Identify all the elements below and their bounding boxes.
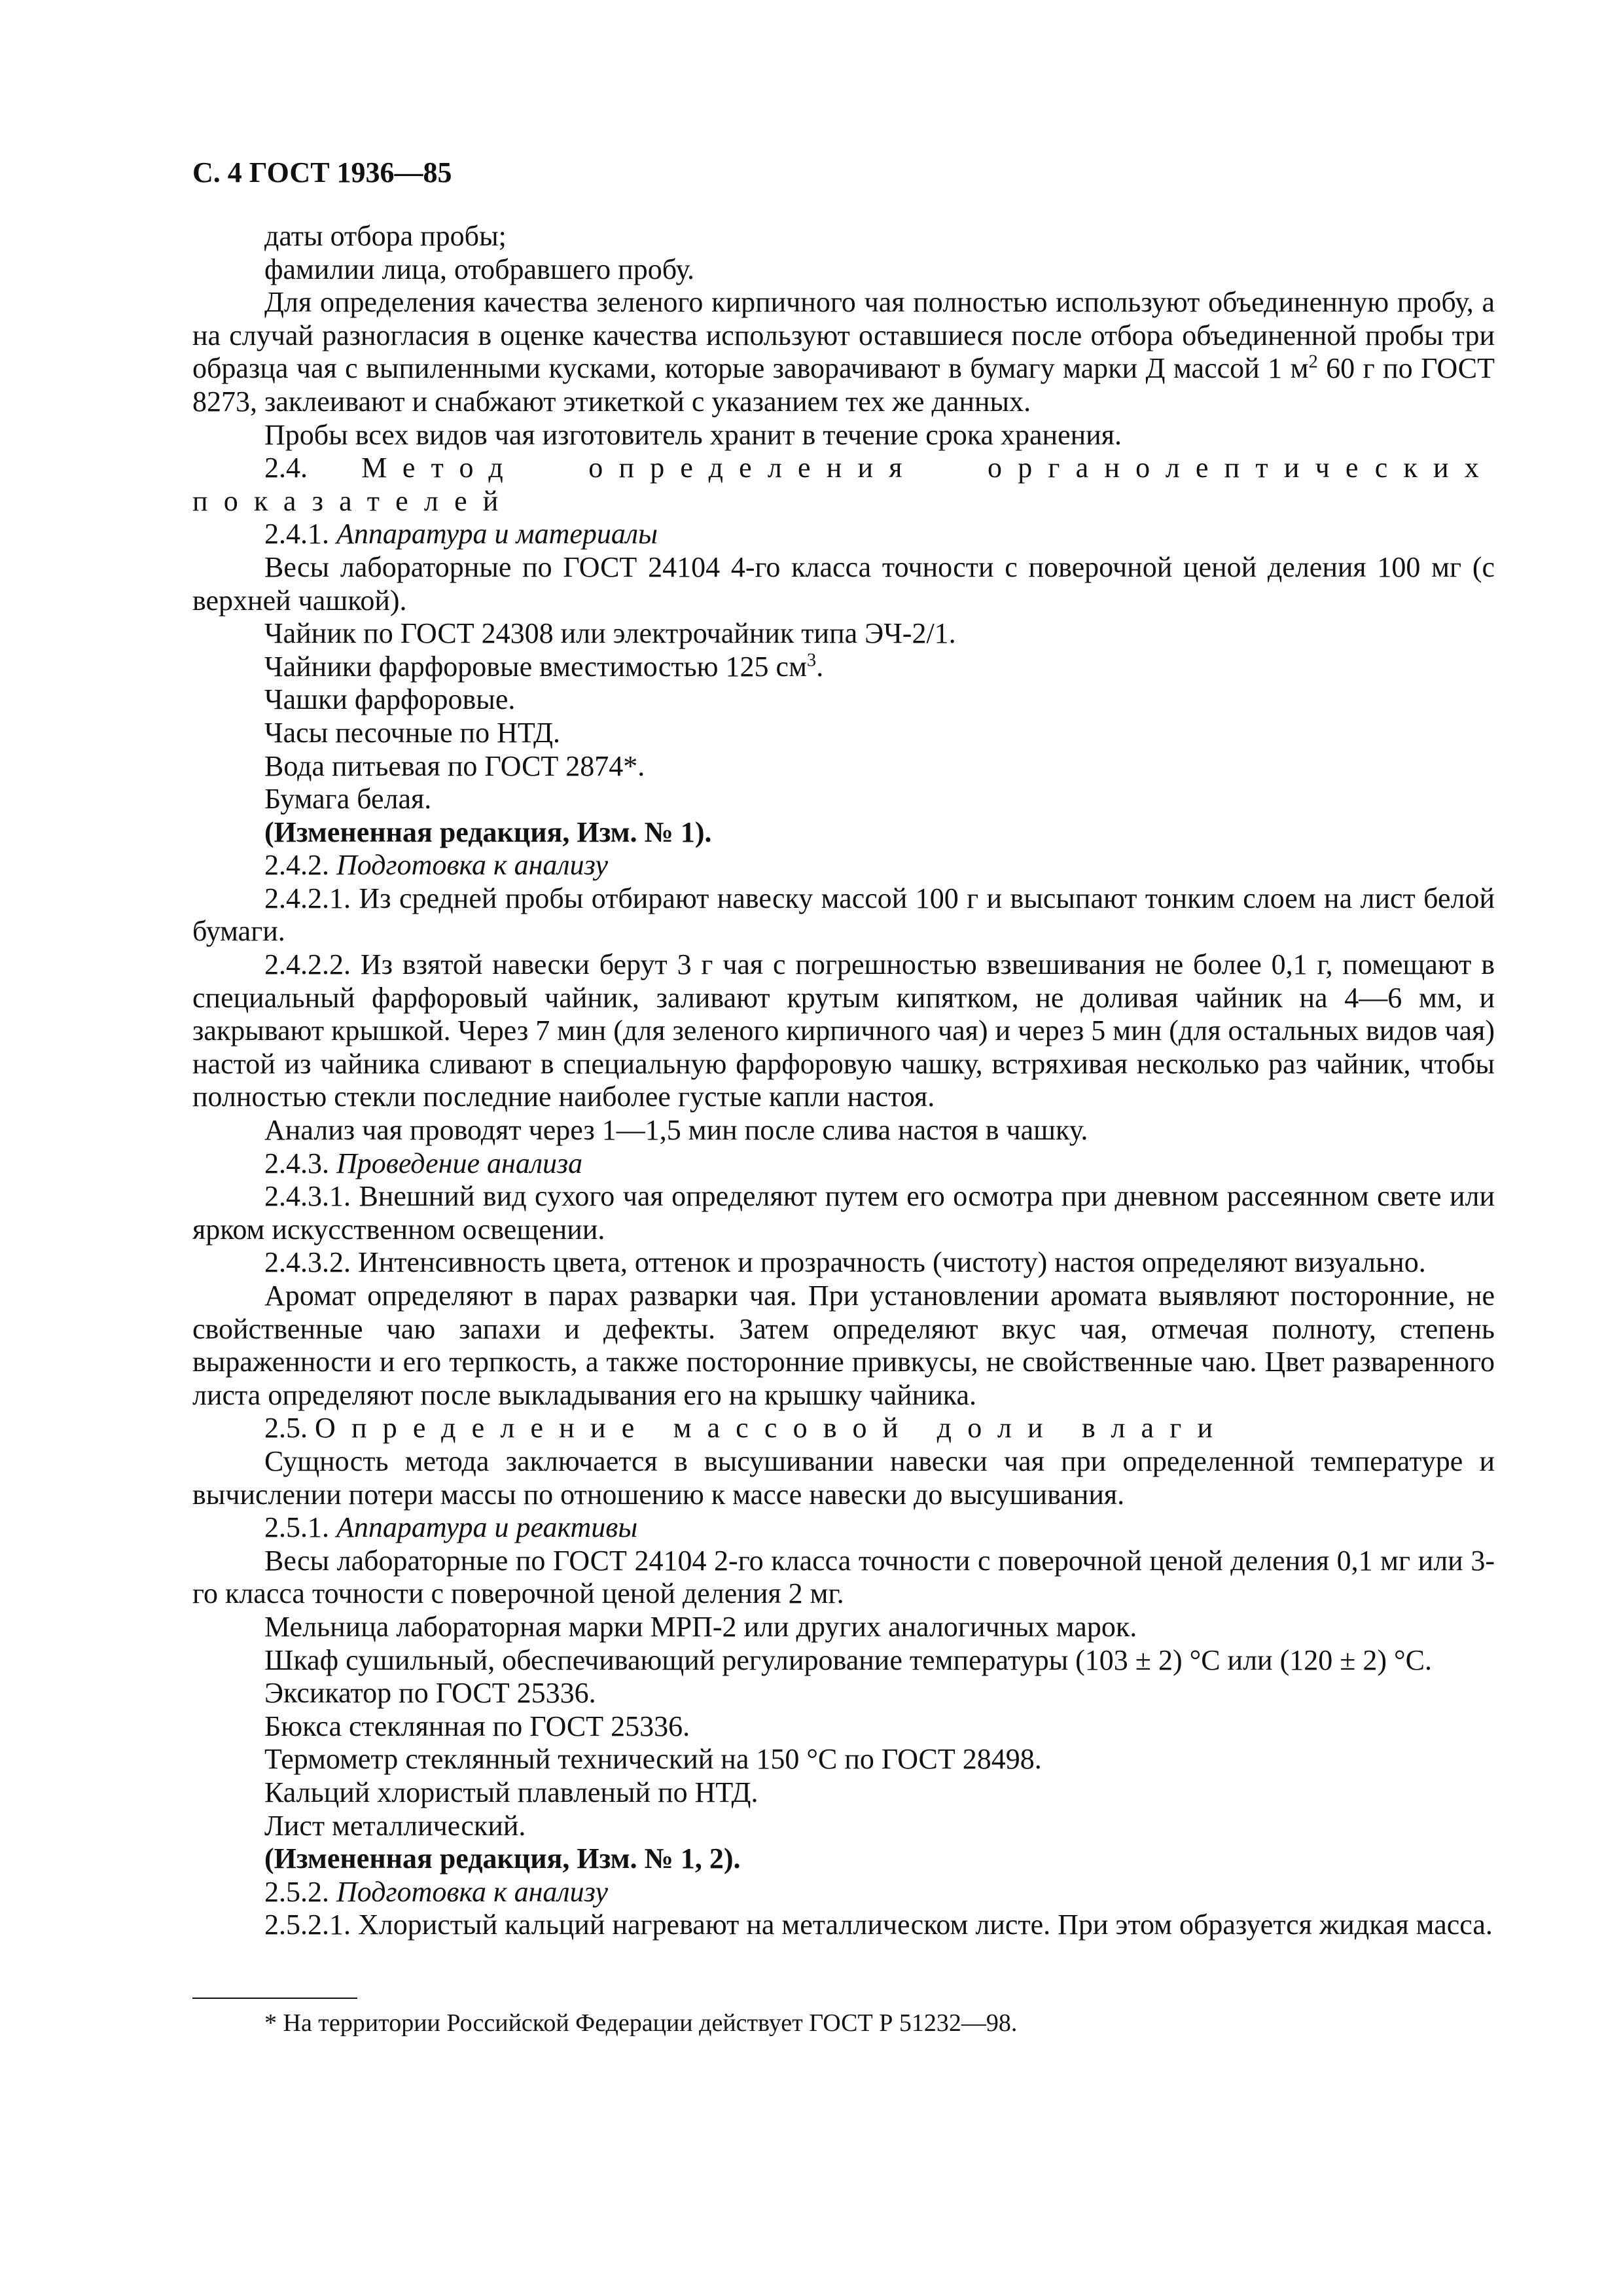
section-2-4-heading — [192, 452, 1495, 518]
reagent-thermometer: Термометр стеклянный технический на 150 °С по ГОСТ 28498. — [264, 1743, 1042, 1776]
paragraph-analysis: Анализ чая проводят через 1—1,5 мин после слива настоя в чашку. — [264, 1114, 1088, 1147]
document-body — [192, 220, 1495, 1942]
superscript-3: 3 — [806, 650, 817, 670]
paragraph-2-4-3-1: 2.4.3.1. Внешний вид сухого чая определяют путем его осмотра при дневном рассеянном свете или ярком искусственном освещении. — [192, 1180, 1495, 1246]
equipment-teapots — [192, 651, 1495, 684]
section-2-5-2-heading — [192, 1876, 1495, 1909]
section-title: Аппаратура и материалы — [336, 518, 658, 550]
equipment-scales: Весы лабораторные по ГОСТ 24104 4-го класса точности с поверочной ценой деления 100 мг (с верхней чашкой). — [192, 550, 1495, 617]
page-header: С. 4 ГОСТ 1936—85 — [192, 156, 452, 188]
equipment-hourglass: Часы песочные по НТД. — [264, 716, 560, 749]
paragraph-green-tea — [192, 286, 1495, 418]
reagent-mill: Мельница лабораторная марки МРП-2 или других аналогичных марок. — [264, 1610, 1137, 1643]
paragraph-aroma: Аромат определяют в парах разварки чая. При установлении аромата выявляют посторонние, не свойственные чаю запахи и дефекты. Затем определяют вкус чая, отмечая полноту, степень выраженности и его терпкость, а также посторонние привкусы, не свойственные чаю. Цвет разваренного листа определяют после выкладывания его на крышку чайника. — [192, 1280, 1495, 1411]
section-2-5-1-heading — [192, 1511, 1495, 1545]
section-title: Аппаратура и реактивы — [336, 1511, 638, 1544]
paragraph-2-5-2-1: 2.5.2.1. Хлористый кальций нагревают на металлическом листе. При этом образуется жидкая масса. — [264, 1909, 1493, 1941]
section-title: Подготовка к анализу — [336, 849, 608, 882]
footnote-divider — [192, 1998, 357, 1999]
reagent-scales: Весы лабораторные по ГОСТ 24104 2-го класса точности с поверочной ценой деления 0,1 мг или 3-го класса точности с поверочной ценой деления 2 мг. — [192, 1544, 1495, 1610]
reagent-calcium: Кальций хлористый плавленый по НТД. — [264, 1776, 758, 1808]
paragraph-2-4-2-2: 2.4.2.2. Из взятой навески берут 3 г чая с погрешностью взвешивания не более 0,1 г, помещают в специальный фарфоровый чайник, заливают крутым кипятком, не доливая чайник на 4—6 мм, и закрывают крышкой. Через 7 мин (для зеленого кирпичного чая) и через 5 мин (для остальных видов чая) настой из чайника сливают в специальную фарфоровую чашку, встряхивая несколько раз чайник, чтобы полностью стекли последние наиболее густые капли настоя. — [192, 948, 1495, 1113]
equipment-paper: Бумага белая. — [264, 783, 432, 816]
section-title: Метод определения органолептических показателей — [192, 452, 1495, 517]
paragraph-essence: Сущность метода заключается в высушивании навески чая при определенной температуре и вычислении потери массы по отношению к массе навески до высушивания. — [192, 1444, 1495, 1511]
amendment-note-1: (Измененная редакция, Изм. № 1). — [264, 816, 712, 848]
reagent-desiccator: Эксикатор по ГОСТ 25336. — [264, 1677, 596, 1710]
equipment-teapots-text: Чайники фарфоровые вместимостью 125 см — [264, 650, 807, 683]
paragraph-2-4-2-1: 2.4.2.1. Из средней пробы отбирают навеску массой 100 г и высыпают тонким слоем на лист белой бумаги. — [192, 882, 1495, 948]
section-title: Проведение анализа — [336, 1147, 583, 1179]
section-number: 2.5.2. — [264, 1875, 329, 1908]
equipment-kettle: Чайник по ГОСТ 24308 или электрочайник типа ЭЧ-2/1. — [264, 617, 956, 650]
section-number: 2.4.1. — [264, 518, 329, 550]
section-number: 2.5. — [264, 1412, 308, 1444]
equipment-water: Вода питьевая по ГОСТ 2874*. — [264, 749, 645, 782]
amendment-note-1-2: (Измененная редакция, Изм. № 1, 2). — [264, 1842, 741, 1875]
equipment-teapots-end: . — [816, 650, 824, 683]
reagent-oven: Шкаф сушильный, обеспечивающий регулирование температуры (103 ± 2) °С или (120 ± 2) °С. — [264, 1643, 1432, 1676]
reagent-weighing-bottle: Бюкса стеклянная по ГОСТ 25336. — [264, 1710, 690, 1742]
section-2-4-1-heading — [192, 518, 1495, 551]
footnote: * На территории Российской Федерации действует ГОСТ Р 51232—98. — [264, 2009, 1018, 2037]
list-item-surname: фамилии лица, отобравшего пробу. — [264, 253, 695, 285]
section-2-4-3-heading — [192, 1147, 1495, 1181]
paragraph-2-4-3-2: 2.4.3.2. Интенсивность цвета, оттенок и прозрачность (чистоту) настоя определяют визуально. — [264, 1246, 1426, 1279]
list-item-date: даты отбора пробы; — [264, 220, 507, 252]
paragraph-green-tea-end: 60 г по ГОСТ 8273, заклеивают и снабжают этикеткой с указанием тех же данных. — [192, 352, 1495, 418]
reagent-sheet: Лист металлический. — [264, 1809, 526, 1842]
paragraph-storage: Пробы всех видов чая изготовитель хранит в течение срока хранения. — [264, 418, 1122, 451]
section-number: 2.4. — [264, 452, 308, 484]
section-title: Определение массовой доли влаги — [315, 1412, 1229, 1444]
section-number: 2.5.1. — [264, 1511, 329, 1544]
paragraph-green-tea-text: Для определения качества зеленого кирпичного чая полностью используют объединенную пробу, а на случай разногласия в оценке качества используют оставшиеся после отбора объединенной пробы три образца чая с выпиленными кусками, которые заворачивают в бумагу марки Д массой 1 м — [192, 286, 1495, 385]
section-title: Подготовка к анализу — [336, 1875, 608, 1908]
section-2-5-heading — [192, 1412, 1495, 1445]
equipment-cups: Чашки фарфоровые. — [264, 683, 516, 716]
section-number: 2.4.3. — [264, 1147, 329, 1179]
section-2-4-2-heading — [192, 849, 1495, 882]
superscript-2: 2 — [1308, 351, 1318, 372]
section-number: 2.4.2. — [264, 849, 329, 882]
